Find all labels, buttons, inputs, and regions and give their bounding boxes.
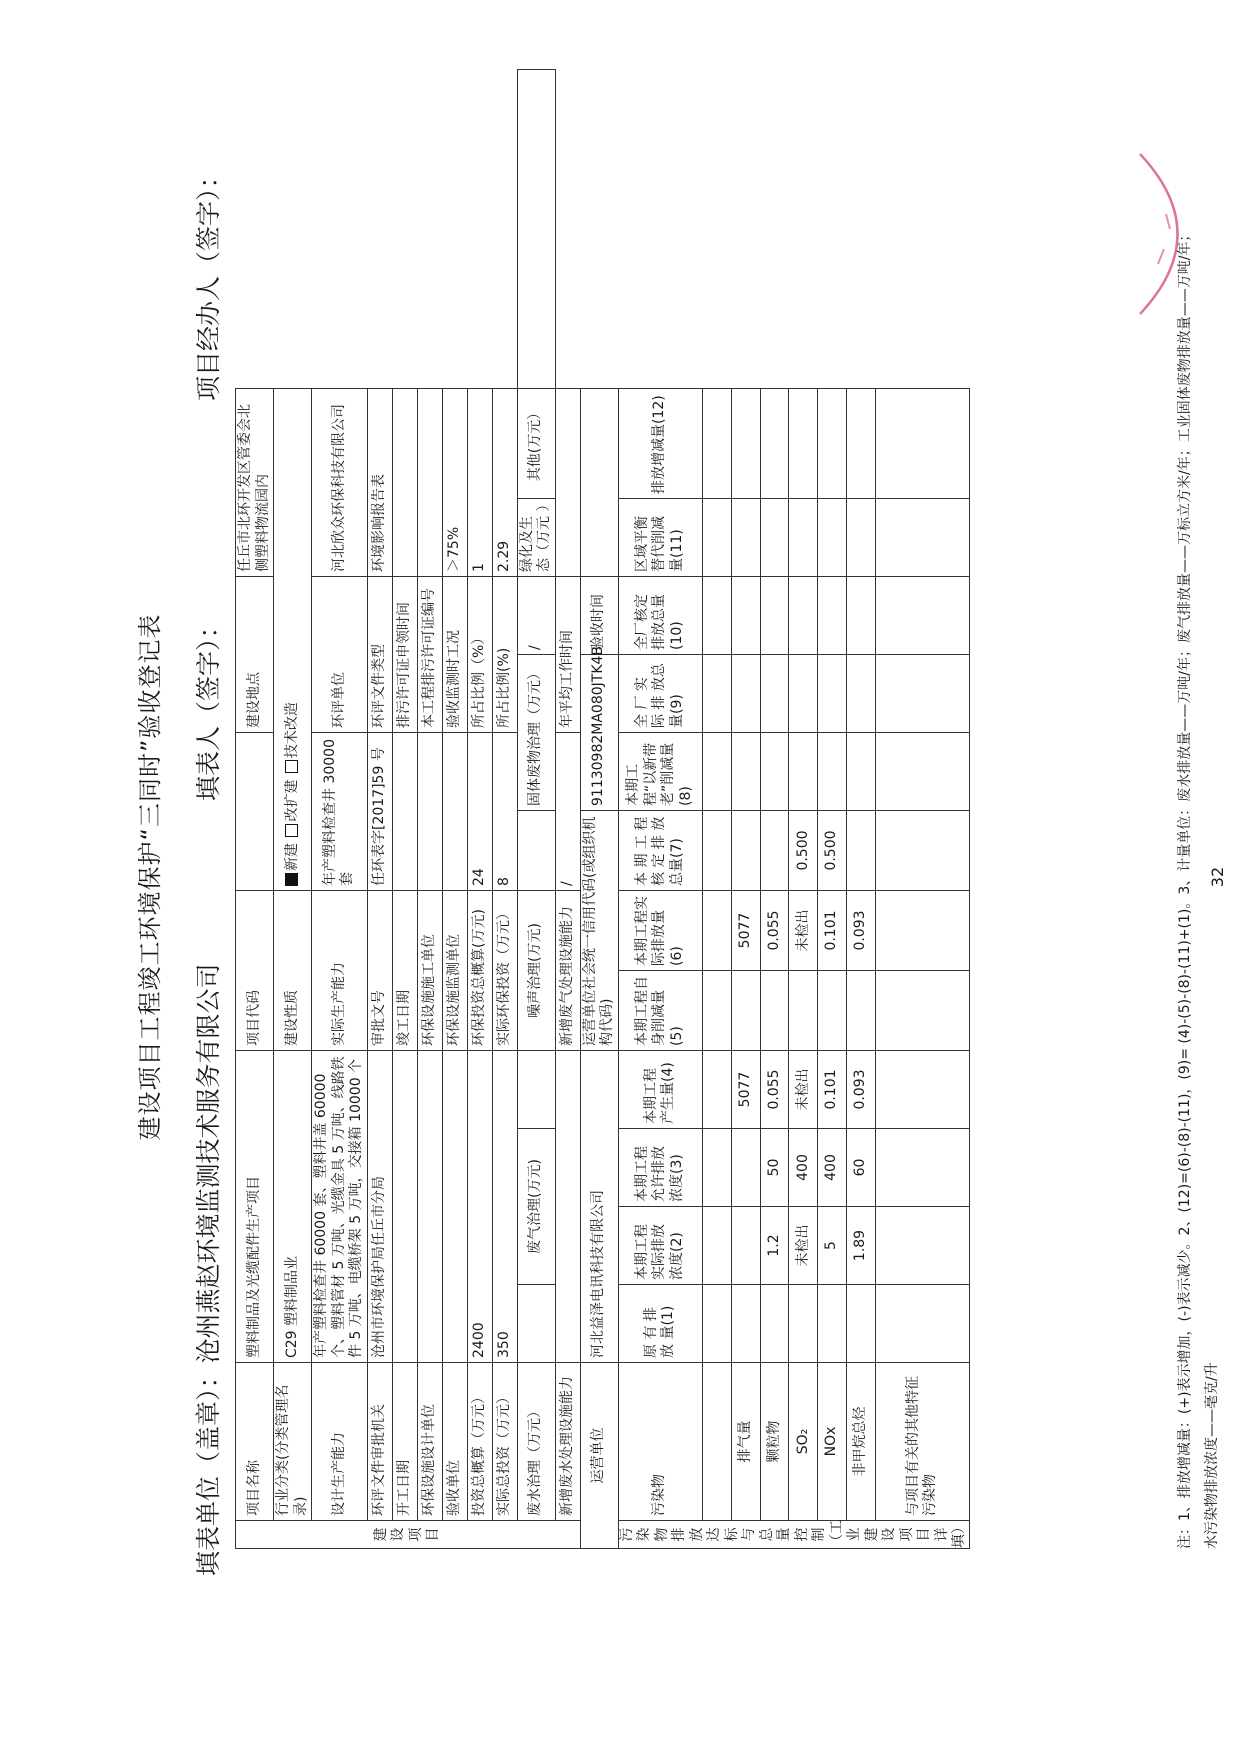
- cell: [760, 811, 789, 891]
- pollutant-blank-row: [702, 70, 731, 1549]
- label: 建设地点: [236, 577, 274, 733]
- cell: [847, 577, 876, 655]
- value: 河北欣众环保科技有限公司: [312, 389, 368, 577]
- table-row: [847, 70, 876, 1549]
- label: 建设性质: [274, 891, 312, 1051]
- label: 运营单位: [580, 1363, 618, 1549]
- cell: [818, 655, 847, 733]
- value: [517, 811, 555, 891]
- cell: [847, 499, 876, 577]
- label: 运营单位社会统一信用代码(或组织机构代码): [580, 811, 618, 1051]
- cell: [731, 1129, 760, 1207]
- value: [555, 1051, 580, 1363]
- value: 91130982MA080JTK4B: [580, 655, 618, 811]
- header-cell: 本期工程实际排放量(6): [618, 891, 702, 971]
- label: 所占比例(%): [492, 577, 517, 733]
- cell: [847, 811, 876, 891]
- cell: 0.101: [818, 1051, 847, 1129]
- label: 绿化及生态（万元 ）: [517, 499, 555, 577]
- value: [580, 389, 618, 577]
- filler-unit-value: 沧州燕赵环境监测技术服务有限公司: [194, 963, 223, 1364]
- cell: 0.500: [789, 811, 818, 891]
- checkbox-checked-icon: [285, 873, 298, 886]
- project-row-4: [367, 70, 392, 1549]
- construction-type: [274, 389, 312, 891]
- cell: 5: [818, 1207, 847, 1285]
- opt-tech: 技术改造: [283, 702, 300, 759]
- value: [442, 733, 467, 891]
- label: 验收时间: [580, 577, 618, 655]
- value: [392, 1051, 417, 1363]
- cell: [847, 733, 876, 811]
- value: [417, 733, 442, 891]
- header-cell: 原 有 排 放 量(1): [618, 1285, 702, 1363]
- cell: 1.89: [847, 1207, 876, 1285]
- cell: [731, 971, 760, 1051]
- label: 固体废物治理（万元）: [517, 655, 555, 811]
- label: 新增废气处理设施能力: [555, 891, 580, 1051]
- pollutant-name: 颗粒物: [760, 1363, 789, 1521]
- header-cell: 污染物: [618, 1363, 702, 1521]
- value: 环境影响报告表: [367, 389, 392, 577]
- cell: 5077: [731, 891, 760, 971]
- value: [555, 389, 580, 577]
- cell: [789, 1285, 818, 1363]
- value: [417, 1051, 442, 1363]
- page-number: 32: [1208, 866, 1227, 888]
- value: 河北益泽电讯科技有限公司: [580, 1051, 618, 1363]
- filler-person-label: 填表人（签字）：: [194, 613, 223, 801]
- opt-new: 新建: [283, 843, 300, 871]
- label: 审批文号: [367, 891, 392, 1051]
- cell: [789, 499, 818, 577]
- cell: [760, 499, 789, 577]
- cell: 1.2: [760, 1207, 789, 1285]
- value: 塑料制品及光缆配件生产项目: [236, 1051, 274, 1363]
- cell: 50: [760, 1129, 789, 1207]
- table-row: [818, 70, 847, 1549]
- label: 年平均工作时间: [555, 577, 580, 733]
- cell: 0.055: [760, 891, 789, 971]
- project-row-2: [274, 70, 312, 1549]
- label: 项目代码: [236, 891, 274, 1051]
- cell: [731, 1285, 760, 1363]
- cell: [847, 1285, 876, 1363]
- other-pollutants-label: 与项目有关的其他特征污染物: [875, 1363, 969, 1521]
- value: 沧州市环境保护局任丘市分局: [367, 1051, 392, 1363]
- project-row-6: [417, 70, 442, 1549]
- manager-label: 项目经办人（签字）：: [194, 163, 223, 401]
- cell: [731, 733, 760, 811]
- table-row: [760, 70, 789, 1549]
- label: 废水治理（万元）: [517, 1363, 555, 1521]
- value: 年产塑料检查井 30000 套: [312, 733, 368, 891]
- cell: [789, 971, 818, 1051]
- value: [236, 733, 274, 891]
- label: 投资总概算（万元）: [467, 1363, 492, 1521]
- value: 24: [467, 733, 492, 891]
- cell: [789, 655, 818, 733]
- table-row: [875, 70, 969, 1549]
- operator-row: [580, 70, 618, 1549]
- header-cell: 本期工程产生量(4): [618, 1051, 702, 1129]
- cell: [760, 389, 789, 499]
- cell: [818, 971, 847, 1051]
- value: 350: [492, 1051, 517, 1363]
- footnote-line-1: 注：1、排放增减量：(+)表示增加，(-)表示减少。2、(12)=(6)-(8)-(11)，(9)= (4)-(5)-(8)-(11)+(1)。3、计量单位：废水排放量——万吨/年；废气排放量——万标立方米/年；工业固体废物排放量——万吨/年；: [1177, 227, 1193, 1549]
- label: 实际生产能力: [312, 891, 368, 1051]
- cell: [731, 499, 760, 577]
- cell: 未检出: [789, 1051, 818, 1129]
- value: ＞75%: [442, 389, 467, 577]
- header-cell: 本期工程“以新带老”削减量(8): [618, 733, 702, 811]
- label: 所占比例（%）: [467, 577, 492, 733]
- opt-expand: 改扩建: [283, 779, 300, 822]
- cell: 5077: [731, 1051, 760, 1129]
- header-cell: 全厂核定排放总量(10): [618, 577, 702, 655]
- registration-table: [235, 69, 970, 1549]
- label: 环保设施监测单位: [442, 891, 467, 1051]
- project-row-10: [517, 70, 555, 1549]
- value: C29 塑料制品业: [274, 1051, 312, 1363]
- header-cell: 本期工程实际排放浓度(2): [618, 1207, 702, 1285]
- cell: 未检出: [789, 1207, 818, 1285]
- cell: [847, 971, 876, 1051]
- project-side-label: 建设项目: [236, 1521, 581, 1549]
- pollutant-name: 排气量: [731, 1363, 760, 1521]
- value: [442, 1051, 467, 1363]
- cell: [731, 389, 760, 499]
- header-cell: 本期工程允许排放浓度(3): [618, 1129, 702, 1207]
- pollutant-name: 非甲烷总烃: [847, 1363, 876, 1521]
- value: /: [517, 577, 555, 655]
- pollutant-header: [618, 70, 702, 1549]
- cell: [789, 389, 818, 499]
- cell: [731, 811, 760, 891]
- header-cell: 全 厂 实 际 排 放总量(9): [618, 655, 702, 733]
- label: 项目名称: [236, 1363, 274, 1521]
- label: 竣工日期: [392, 891, 417, 1051]
- label: 环评文件审批机关: [367, 1363, 392, 1521]
- value: 1: [467, 389, 492, 577]
- label: 环评文件类型: [367, 577, 392, 733]
- label: 验收单位: [442, 1363, 467, 1521]
- label: 噪声治理(万元): [517, 891, 555, 1051]
- cell: [760, 655, 789, 733]
- value: [517, 70, 555, 389]
- value: 任环表字[2017]59 号: [367, 733, 392, 891]
- cell: 400: [818, 1129, 847, 1207]
- value: [517, 1285, 555, 1363]
- value: [392, 389, 417, 577]
- label: 设计生产能力: [312, 1363, 368, 1521]
- value: [517, 1051, 555, 1129]
- project-row-7: [442, 70, 467, 1549]
- filler-row: [185, 106, 229, 1576]
- table-row: [789, 70, 818, 1549]
- cell: [847, 655, 876, 733]
- label: 本工程排污许可证编号: [417, 577, 442, 733]
- cell: 0.101: [818, 891, 847, 971]
- cell: [789, 577, 818, 655]
- cell: 未检出: [789, 891, 818, 971]
- value: /: [555, 733, 580, 891]
- cell: [818, 1285, 847, 1363]
- label: 排污许可证申领时间: [392, 577, 417, 733]
- cell: [731, 1207, 760, 1285]
- cell: 0.500: [818, 811, 847, 891]
- checkbox-empty-icon: [285, 824, 298, 837]
- value: 任丘市北环开发区管委会北侧塑料物流园内: [236, 389, 274, 577]
- cell: 0.093: [847, 1051, 876, 1129]
- label: 其他(万元）: [517, 389, 555, 499]
- cell: [818, 733, 847, 811]
- project-row-8: [467, 70, 492, 1549]
- header-cell: 排放增减量(12): [618, 389, 702, 499]
- cell: [789, 733, 818, 811]
- header-cell: 区域平衡替代削减量(11): [618, 499, 702, 577]
- label: 环保投资总概算(万元): [467, 891, 492, 1051]
- label: 验收监测时工况: [442, 577, 467, 733]
- label: 行业分类(分类管理名录): [274, 1363, 312, 1521]
- label: 新增废水处理设施能力: [555, 1363, 580, 1521]
- value: 8: [492, 733, 517, 891]
- footnote-line-2: 水污染物排放浓度——毫克/升: [1203, 1362, 1220, 1549]
- value: 2.29: [492, 389, 517, 577]
- project-row-11: [555, 70, 580, 1549]
- label: 环评单位: [312, 577, 368, 733]
- cell: 400: [789, 1129, 818, 1207]
- cell: [760, 971, 789, 1051]
- label: 实际总投资（万元）: [492, 1363, 517, 1521]
- filler-unit: [189, 963, 225, 1576]
- cell: [818, 499, 847, 577]
- cell: [818, 577, 847, 655]
- label: 实际环保投资（万元）: [492, 891, 517, 1051]
- cell: [760, 1285, 789, 1363]
- header-cell: 本 期 工 程 核 定 排 放 总量(7): [618, 811, 702, 891]
- cell: [760, 733, 789, 811]
- value: 年产塑料检查井 60000 套、塑料井盖 60000 个、塑料管材 5 万吨、光缆金具 5 万吨、线路铁件 5 万吨、电缆桥架 5 万吨，交接箱 10000 个: [312, 1051, 368, 1363]
- checkbox-empty-icon: [285, 760, 298, 773]
- project-row-9: [492, 70, 517, 1549]
- label: 废气治理(万元): [517, 1129, 555, 1285]
- project-row-5: [392, 70, 417, 1549]
- project-row-1: [236, 70, 274, 1549]
- filler-unit-label: 填表单位（盖章）：: [194, 1363, 223, 1576]
- table-row: [731, 70, 760, 1549]
- cell: [818, 389, 847, 499]
- cell: [731, 655, 760, 733]
- pollutant-name: NOx: [818, 1363, 847, 1521]
- cell: [760, 577, 789, 655]
- value: [417, 389, 442, 577]
- pollutant-side-label: 污染物排放达标与总量控制（工业建设项目详填）: [618, 1520, 967, 1548]
- cell: 0.055: [760, 1051, 789, 1129]
- cell: [847, 389, 876, 499]
- label: 环保设施设计单位: [417, 1363, 442, 1521]
- page-title: 建设项目工程竣工环境保护“三同时”验收登记表: [136, 613, 164, 1141]
- label: 环保设施施工单位: [417, 891, 442, 1051]
- pollutant-name: SO₂: [789, 1363, 818, 1521]
- cell: 0.093: [847, 891, 876, 971]
- cell: 60: [847, 1129, 876, 1207]
- cell: [731, 577, 760, 655]
- value: 2400: [467, 1051, 492, 1363]
- value: [392, 733, 417, 891]
- header-cell: 本期工程自身削减量(5): [618, 971, 702, 1051]
- project-row-3: [312, 70, 368, 1549]
- label: 开工日期: [392, 1363, 417, 1521]
